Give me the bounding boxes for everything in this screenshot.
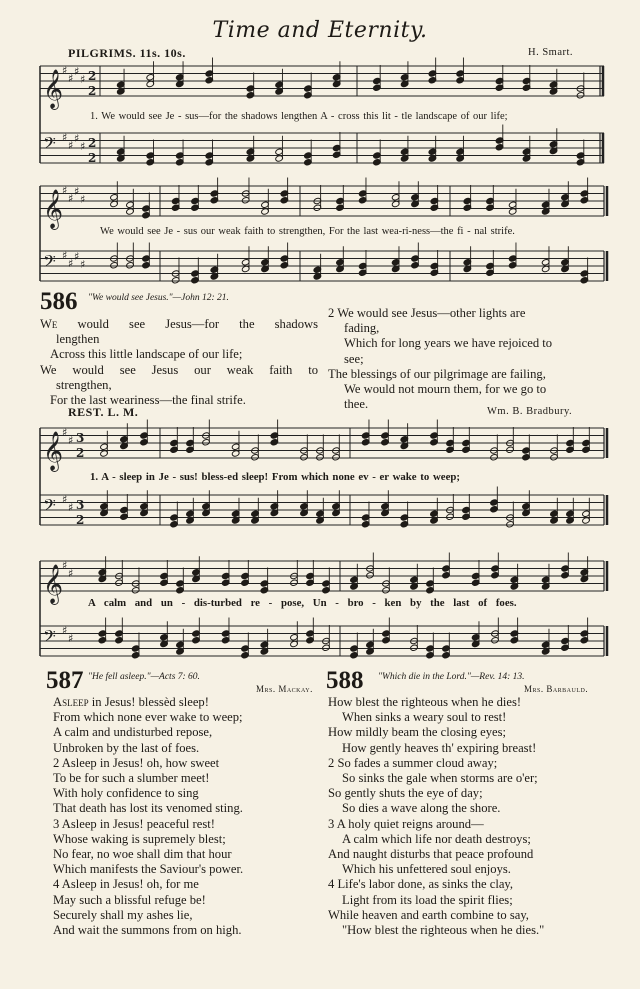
sharp-icon: ♯ [68, 191, 74, 205]
verse-line: Which for long years we have rejoiced to [344, 336, 553, 351]
sharp-icon: ♯ [62, 248, 68, 262]
tune1-lyric-line-2: We would see Je - sus our weak faith to strengthen, For the last wea-ri-ness—the fi - nal strife. [100, 226, 515, 237]
verse-line: For the last weariness—the final strife. [50, 393, 246, 408]
page-title: Time and Eternity. [212, 18, 428, 43]
bass-clef-icon: 𝄢 [43, 495, 56, 519]
verse-line: A calm and undisturbed repose, [53, 725, 213, 740]
tune-name-pilgrims: PILGRIMS. 11s. 10s. [68, 46, 186, 60]
verse-line: "How blest the righteous when he dies." [342, 923, 545, 938]
verse-line: And wait the summons from on high. [53, 923, 242, 938]
verse-line: Securely shall my ashes lie, [53, 907, 193, 922]
tune-name-rest: REST. L. M. [68, 405, 139, 419]
verse-line: That death has lost its venomed sting. [53, 801, 243, 816]
hymn-588-scripture: "Which die in the Lord."—Rev. 14: 13. [378, 672, 525, 682]
verse-line: 4 Life's labor done, as sinks the clay, [328, 877, 514, 892]
verse-line: How blest the righteous when he dies! [328, 695, 522, 709]
sharp-icon: ♯ [68, 138, 74, 152]
sharp-icon: ♯ [80, 258, 86, 272]
sharp-icon: ♯ [68, 631, 74, 645]
verse-line: lengthen [56, 332, 100, 347]
verse-line: 2 Asleep in Jesus! oh, how sweet [53, 755, 220, 770]
hymn-number-586: 586 [40, 288, 78, 315]
sharp-icon: ♯ [68, 256, 74, 270]
bass-clef-icon: 𝄢 [43, 626, 56, 650]
hymn-587-author: Mrs. Mackay. [256, 684, 313, 694]
verse-line: A calm which life nor death destroys; [342, 831, 531, 846]
verse-line: We would see Jesus—for the shadows [40, 317, 318, 331]
hymn-586-scripture: "We would see Jesus."—John 12: 21. [88, 293, 229, 303]
treble-clef-icon: 𝄞 [43, 564, 64, 604]
treble-clef-icon: 𝄞 [43, 189, 64, 229]
sharp-icon: ♯ [74, 131, 80, 145]
hymn-587-verses [53, 695, 313, 938]
sharp-icon: ♯ [62, 492, 68, 506]
verse-line: We would see Jesus our weak faith to [40, 362, 318, 377]
verse-line: And naught disturbs that peace profound [328, 847, 534, 862]
sharp-icon: ♯ [80, 73, 86, 87]
time-signature: 2 [76, 513, 85, 527]
sharp-icon: ♯ [62, 425, 68, 439]
verse-line: How mildly beam the closing eyes; [328, 725, 507, 740]
composer-h-smart: H. Smart. [528, 47, 574, 58]
sharp-icon: ♯ [62, 130, 68, 144]
verse-line: 3 A holy quiet reigns around— [328, 816, 484, 831]
verse-line: 3 Asleep in Jesus! peaceful rest! [53, 816, 215, 831]
hymn-588-author: Mrs. Barbauld. [524, 684, 589, 694]
verse-line: We would not mourn them, for we go to [344, 382, 547, 397]
verse-line: see; [344, 351, 364, 366]
sharp-icon: ♯ [80, 193, 86, 207]
verse-line: So dies a wave along the shore. [342, 801, 501, 816]
tune1-lyric-line-1: 1. We would see Je - sus—for the shadows lengthen A - cross this lit - tle landscape of our life; [90, 111, 508, 122]
verse-line: With holy confidence to sing [53, 786, 199, 801]
sharp-icon: ♯ [62, 558, 68, 572]
verse-line: thee. [344, 397, 369, 412]
sharp-icon: ♯ [74, 64, 80, 78]
hymn-588-verses [328, 695, 618, 938]
verse-line: While heaven and earth combine to say, [328, 907, 529, 922]
bass-clef-icon: 𝄢 [43, 251, 56, 275]
verse-line: Unbroken by the last of foes. [53, 740, 200, 755]
verse-line: 2 So fades a summer cloud away; [328, 755, 498, 770]
tune2-lyric-line-2: A calm and un - dis-turbed re - pose, Un - bro - ken by the last of foes. [88, 597, 517, 609]
bass-clef-icon: 𝄢 [43, 133, 56, 157]
verse-line: The blessings of our pilgrimage are failing, [328, 366, 546, 381]
verse-line: Whose waking is supremely blest; [53, 831, 226, 846]
sharp-icon: ♯ [80, 140, 86, 154]
treble-clef-icon: 𝄞 [43, 69, 64, 109]
verse-line: strengthen, [56, 377, 112, 392]
verse-line: When sinks a weary soul to rest! [342, 710, 507, 725]
time-signature: 2 [88, 84, 97, 98]
sharp-icon: ♯ [68, 500, 74, 514]
verse-line: 4 Asleep in Jesus! oh, for me [53, 877, 199, 892]
verse-line: No fear, no woe shall dim that hour [53, 847, 232, 862]
hymn-587-scripture: "He fell asleep."—Acts 7: 60. [88, 672, 200, 682]
sharp-icon: ♯ [74, 184, 80, 198]
sharp-icon: ♯ [62, 63, 68, 77]
hymn-586-verse-1 [40, 317, 318, 408]
verse-line: Asleep in Jesus! blessèd sleep! [53, 695, 209, 709]
sharp-icon: ♯ [68, 433, 74, 447]
sharp-icon: ♯ [74, 249, 80, 263]
sharp-icon: ♯ [62, 183, 68, 197]
sharp-icon: ♯ [62, 623, 68, 637]
tune2-lyric-line-1: 1. A - sleep in Je - sus! bless-ed sleep! From which none ev - er wake to weep; [90, 471, 460, 483]
hymn-586-verse-2 [328, 306, 608, 412]
verse-line: To be for such a slumber meet! [53, 771, 210, 786]
verse-line: From which none ever wake to weep; [53, 710, 243, 725]
verse-line: Which manifests the Saviour's power. [53, 862, 244, 877]
hymn-number-588: 588 [326, 667, 364, 694]
time-signature: 3 [76, 431, 85, 445]
composer-bradbury: Wm. B. Bradbury. [487, 406, 573, 417]
verse-line: 2 We would see Jesus—other lights are [328, 306, 526, 320]
time-signature: 2 [76, 446, 85, 460]
time-signature: 2 [88, 151, 97, 165]
verse-line: So gently shuts the eye of day; [328, 786, 483, 801]
verse-line: Which his unfettered soul enjoys. [342, 862, 511, 877]
verse-line: Light from its load the spirit flies; [342, 892, 513, 907]
sharp-icon: ♯ [68, 71, 74, 85]
sharp-icon: ♯ [68, 566, 74, 580]
verse-line: So sinks the gale when storms are o'er; [342, 771, 538, 786]
verse-line: Across this little landscape of our life; [50, 347, 243, 362]
time-signature: 2 [88, 69, 97, 83]
hymn-number-587: 587 [46, 667, 84, 694]
verse-line: How gently heaves th' expiring breast! [342, 740, 537, 755]
time-signature: 3 [76, 498, 85, 512]
verse-line: fading, [344, 321, 380, 336]
treble-clef-icon: 𝄞 [43, 431, 64, 471]
verse-line: May such a blissful refuge be! [53, 892, 206, 907]
time-signature: 2 [88, 136, 97, 150]
